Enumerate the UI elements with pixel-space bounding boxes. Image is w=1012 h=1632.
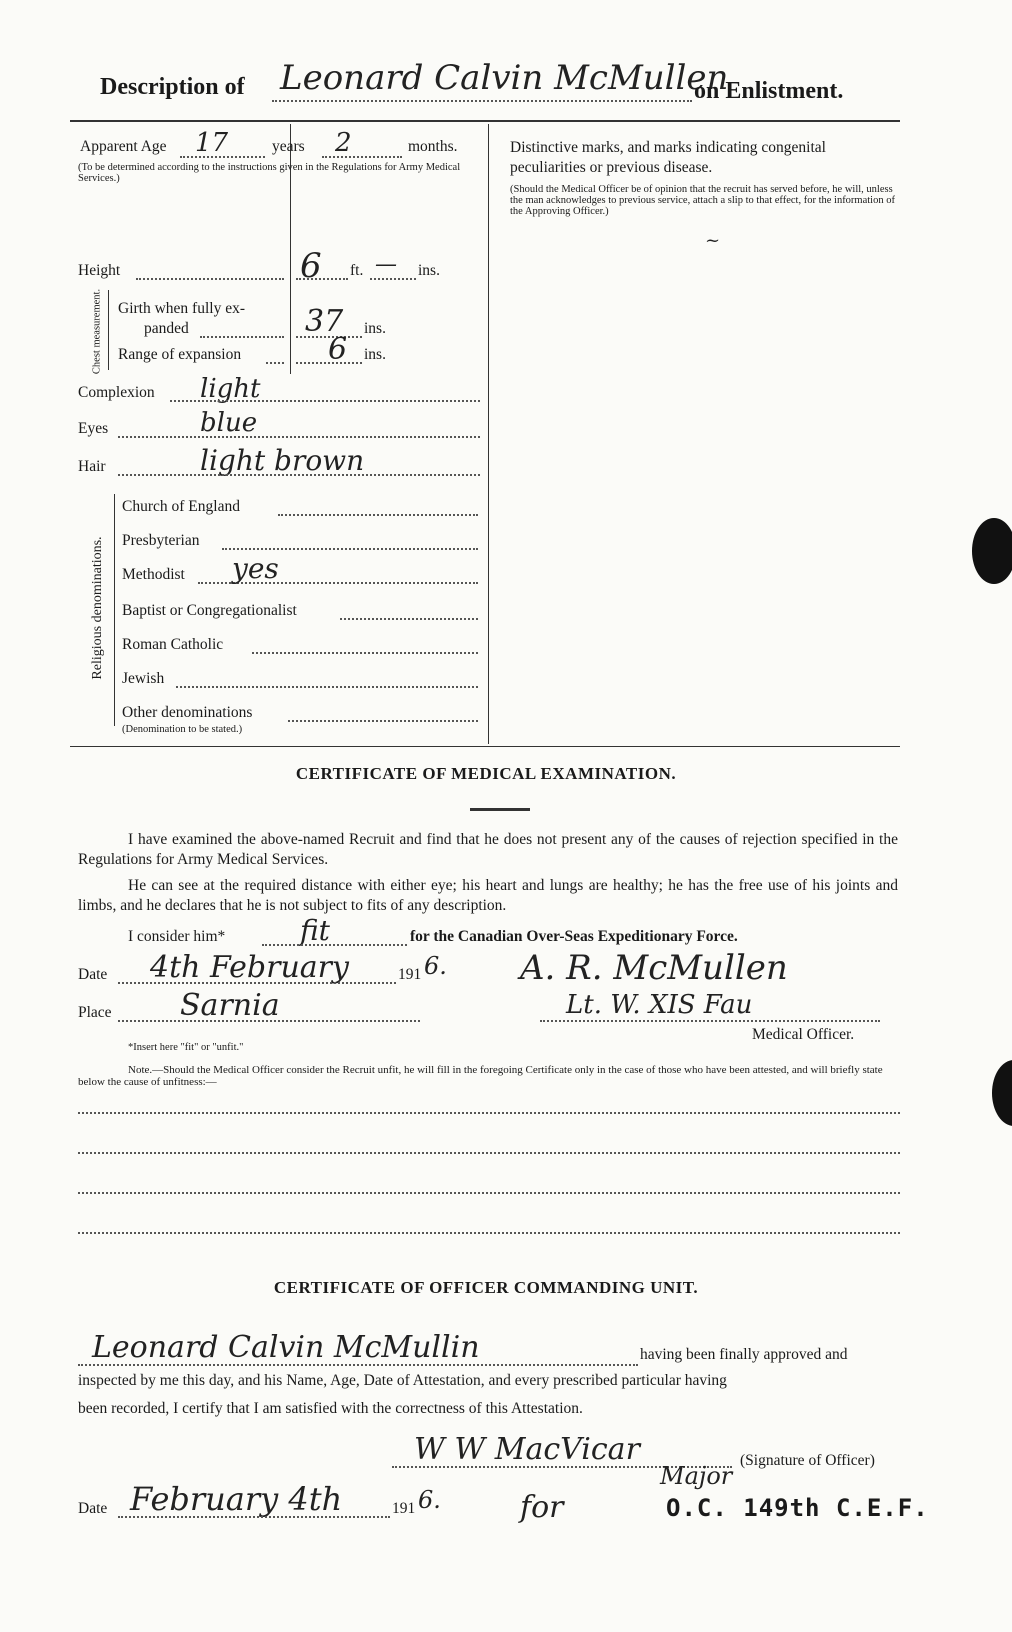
religion-label-3: Baptist or Congregationalist	[122, 602, 297, 619]
medical-rank-line	[540, 1020, 880, 1022]
religion-side-label: Religious denominations.	[90, 536, 105, 680]
height-label: Height	[78, 262, 121, 279]
section-rule-1	[70, 746, 900, 747]
complexion-label: Complexion	[78, 384, 155, 401]
medical-force-label	[410, 928, 738, 946]
header-name: Leonard Calvin McMullen	[280, 58, 729, 98]
medical-place-line	[118, 1020, 420, 1022]
hair-line	[118, 474, 480, 476]
medical-force-text: for the Canadian Over-Seas Expeditionary Force.	[410, 928, 738, 945]
medical-date-label: Date	[78, 966, 108, 983]
religion-label-2: Methodist	[122, 566, 185, 583]
chest-range-label: Range of expansion	[118, 346, 242, 363]
chest-range-ins: ins.	[364, 346, 386, 363]
medical-officer-label: Medical Officer.	[752, 1026, 855, 1043]
age-years-line	[180, 156, 265, 158]
chest-girth-ins: ins.	[364, 320, 386, 337]
header-rule	[70, 120, 900, 122]
eyes-label: Eyes	[78, 420, 109, 437]
medical-title-underline	[470, 808, 530, 811]
commanding-date-label: Date	[78, 1500, 108, 1517]
commanding-title: CERTIFICATE OF OFFICER COMMANDING UNIT.	[273, 1278, 699, 1297]
medical-insert-note: *Insert here "fit" or "unfit."	[128, 1042, 244, 1053]
commanding-unit-stamp: O.C. 149th C.E.F.	[666, 1494, 929, 1522]
complexion-line	[170, 400, 480, 402]
age-months-value: 2	[335, 128, 352, 158]
chest-bracket	[108, 290, 109, 370]
medical-note: Note.—Should the Medical Officer consider the Recruit unfit, he will fill in the foregoing Certificate only in the case of those who have been attested, and will briefly state below the cause of unfitness:—	[78, 1064, 883, 1088]
religion-label-1: Presbyterian	[122, 532, 200, 549]
height-ins-label: ins.	[418, 262, 440, 279]
marks-note: (Should the Medical Officer be of opinion that the recruit has served before, he will, unless the man acknowledges to previous service, attach a slip to that effect, for the information of the Approving Officer.)	[510, 184, 895, 217]
height-ft-line	[296, 278, 348, 280]
marks-heading: Distinctive marks, and marks indicating congenital peculiarities or previous disease.	[510, 139, 826, 176]
eyes-value: blue	[200, 408, 258, 438]
commanding-sig-label: (Signature of Officer)	[740, 1452, 875, 1469]
commanding-for: for	[520, 1490, 564, 1525]
medical-place-label: Place	[78, 1004, 112, 1021]
medical-date-value: 4th February	[150, 950, 349, 985]
medical-place-value: Sarnia	[180, 988, 280, 1023]
commanding-name-line	[78, 1364, 638, 1366]
religion-line-3	[340, 618, 478, 620]
unfit-line-1	[78, 1112, 900, 1114]
punch-hole-bottom	[992, 1060, 1012, 1126]
punch-hole-top	[972, 518, 1012, 584]
height-label-line	[136, 278, 284, 280]
header-suffix: on Enlistment.	[694, 78, 844, 104]
chest-girth-label-1: Girth when fully ex-	[118, 300, 245, 317]
commanding-name: Leonard Calvin McMullin	[92, 1330, 480, 1365]
religion-label-6: Other denominations	[122, 704, 253, 721]
commanding-rank: Major	[660, 1462, 733, 1490]
commanding-signature: W W MacVicar	[414, 1432, 640, 1467]
commanding-year-digit: 6.	[418, 1486, 441, 1514]
commanding-date-value: February 4th	[130, 1480, 343, 1518]
height-ft-value: 6	[300, 246, 322, 286]
middle-column-divider	[488, 124, 489, 744]
eyes-line	[118, 436, 480, 438]
religion-line-4	[252, 652, 478, 654]
height-ins-value: —	[375, 252, 397, 277]
unfit-line-3	[78, 1192, 900, 1194]
age-months-line	[322, 156, 402, 158]
age-months-label: months.	[408, 138, 458, 155]
complexion-value: light	[200, 374, 261, 404]
religion-other-note: (Denomination to be stated.)	[122, 724, 243, 735]
religion-line-0	[278, 514, 478, 516]
medical-signature: A. R. McMullen	[520, 948, 788, 988]
age-years-value: 17	[195, 128, 229, 158]
medical-title: CERTIFICATE OF MEDICAL EXAMINATION.	[295, 764, 677, 783]
religion-line-5	[176, 686, 478, 688]
medical-fit-line	[262, 944, 407, 946]
chest-range-value: 6	[328, 332, 348, 367]
medical-para2: He can see at the required distance with either eye; his heart and lungs are healthy; he has the free use of his joints and limbs, and he declares that he is not subject to fits of any description.	[78, 877, 898, 914]
unfit-line-2	[78, 1152, 900, 1154]
commanding-date-line	[118, 1516, 390, 1518]
religion-line-1	[222, 548, 478, 550]
age-note: (To be determined according to the instructions given in the Regulations for Army Medical Services.)	[78, 162, 461, 184]
medical-year-prefix: 191	[398, 966, 422, 983]
chest-range-line	[296, 362, 362, 364]
commanding-text2: inspected by me this day, and his Name, Age, Date of Attestation, and every prescribed particular having	[78, 1372, 727, 1389]
age-label: Apparent Age	[80, 138, 167, 155]
chest-girth-label-line	[200, 336, 284, 338]
commanding-text1: having been finally approved and	[640, 1346, 848, 1363]
chest-side-label: Chest measurement.	[91, 288, 103, 375]
medical-date-line	[118, 982, 396, 984]
chest-range-label-line	[266, 362, 284, 364]
medical-year-digit: 6.	[424, 952, 447, 980]
chest-girth-value: 37	[305, 304, 344, 339]
height-ft-label: ft.	[350, 262, 364, 279]
chest-girth-label-2: panded	[144, 320, 189, 337]
religion-label-4: Roman Catholic	[122, 636, 224, 653]
religion-bracket	[114, 494, 115, 726]
commanding-year-prefix: 191	[392, 1500, 416, 1517]
religion-value-2: yes	[232, 552, 279, 585]
marks-value: ~	[705, 230, 721, 251]
medical-consider-label: I consider him*	[128, 928, 226, 945]
header-name-line	[272, 100, 692, 102]
religion-label-0: Church of England	[122, 498, 240, 515]
medical-rank: Lt. W. XIS Fau	[566, 990, 753, 1020]
religion-label-5: Jewish	[122, 670, 165, 687]
medical-para1: I have examined the above-named Recruit and find that he does not present any of the causes of rejection specified in the Regulations for Army Medical Services.	[78, 831, 898, 868]
medical-fit-value: fit	[300, 914, 330, 947]
hair-value: light brown	[200, 444, 365, 477]
hair-label: Hair	[78, 458, 106, 475]
commanding-text3: been recorded, I certify that I am satisfied with the correctness of this Attestation.	[78, 1400, 583, 1417]
height-ins-line	[370, 278, 416, 280]
unfit-line-4	[78, 1232, 900, 1234]
age-years-label: years	[272, 138, 305, 155]
header-prefix: Description of	[100, 74, 245, 100]
religion-line-6	[288, 720, 478, 722]
